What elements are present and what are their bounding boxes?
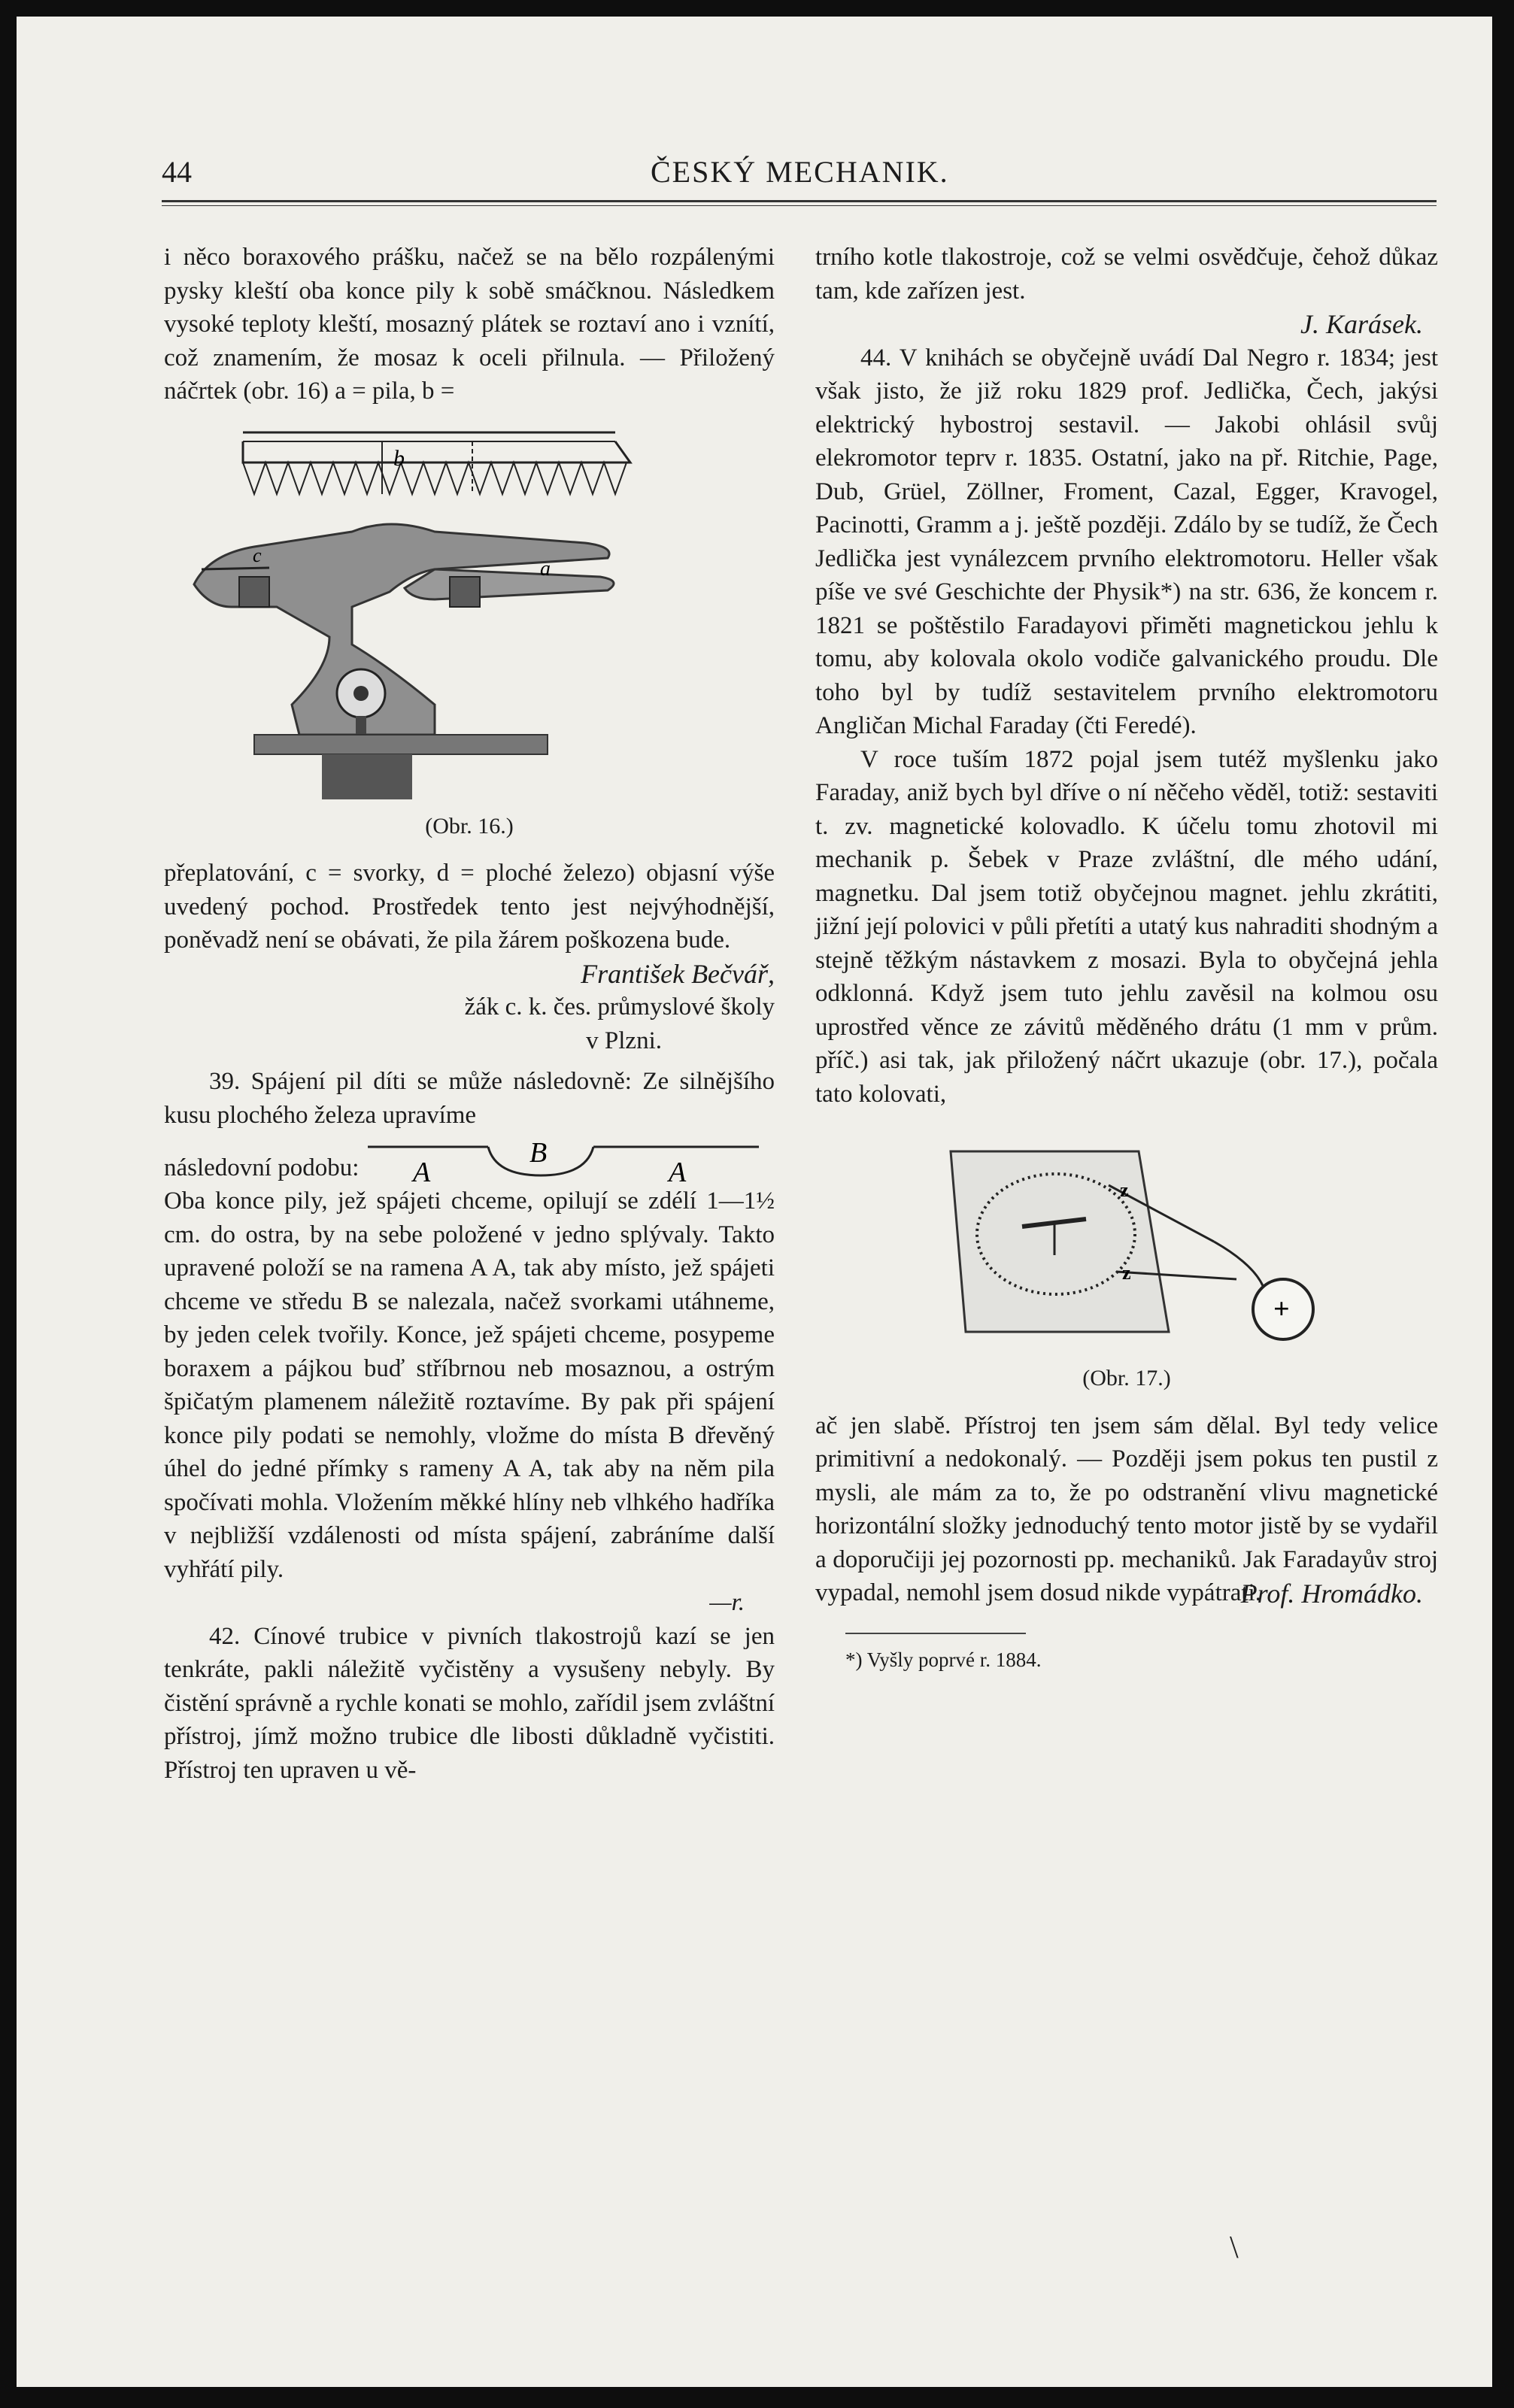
fig17-label-plus: +: [1273, 1293, 1290, 1325]
page-header: [162, 154, 1440, 199]
fig16-label-b: b: [393, 445, 405, 471]
page-number: 44: [162, 155, 192, 189]
right-paragraph-1: trního kotle tlakostroje, což se velmi osvědčuje, čehož důkaz tam, kde zařízen jest.: [815, 244, 1438, 305]
signature-becvar: František Bečvář,: [581, 958, 775, 989]
fig17-label-z-top: z: [1120, 1179, 1129, 1201]
fig16-label-c: c: [253, 544, 262, 566]
right-paragraph-3: V roce tuším 1872 pojal jsem tutéž myšlenku jako Faraday, aniž bych byl dříve o ní něčeho věděl, totiž: sestaviti t. zv. magnetické kolovadlo. K účelu tomu zhotovil mi mechanik p. Šebek v Praze zvláštní, dle mého udání, magnetku. Dal jsem totiž obyčejnou magnet. jehlu zkrátiti, jižní její polovici v půli přetíti a utatý kus nahraditi shodným a stejně těžkým nástavkem z mosazi. Byla to obyčejná jehla odklonná. Když jsem tuto jehlu zavěsil na kolmou osu uprostřed věnce ze závitů měděného drátu (1 mm v prům. příč.) asi tak, jak přiložený náčrt ukazuje (obr. 17.), počala tato kolovati,: [815, 745, 1438, 1108]
figure-17-magnetic-rotator: [815, 1121, 1438, 1362]
saw-blade-illustration: [243, 432, 630, 494]
fig17-label-z-bottom: z: [1122, 1262, 1131, 1284]
formula-middle-b: B: [529, 1137, 548, 1169]
header-rule-thick: [162, 200, 1437, 202]
formula-shape-ab-a: [368, 1132, 759, 1184]
signature-becvar-city: v Plzni.: [586, 1027, 662, 1054]
journal-title: ČESKÝ MECHANIK.: [651, 155, 949, 189]
right-column: [815, 241, 1438, 1677]
left-paragraph-1: i něco boraxového prášku, načež se na bělo rozpálenými pysky kleští oba konce pily k sobě smáčknou. Následkem vysoké teploty kleští, mosazný plátek se roztaví ano i vznítí, což znamením, že mosaz k oceli přilnula. — Přiložený náčrtek (obr. 16) a = pila, b =: [164, 244, 775, 405]
footnote-rule: [845, 1633, 1026, 1634]
formula-label: následovní podobu:: [164, 1154, 360, 1181]
figure-17-caption: (Obr. 17.): [1082, 1366, 1171, 1391]
formula-right-a: A: [669, 1157, 687, 1184]
signature-hromadko: Prof. Hromádko.: [1240, 1578, 1423, 1609]
figure-16-saw-clamp: [164, 419, 775, 810]
header-rule-thin: [162, 205, 1437, 206]
formula-left-a: A: [413, 1157, 431, 1184]
footnote: *) Vyšly poprvé r. 1884.: [845, 1648, 1042, 1671]
left-paragraph-4: Oba konce pily, jež spájeti chceme, opilují se zdélí 1—1½ cm. do ostra, by na sebe položené v jedno splývaly. Takto upravené položí se na ramena A A, tak aby místo, jež spájeti chceme ve středu B se nalezala, načež svorkami utáhneme, by jeden celek tvořily. Konce, jež spájeti chceme, posypeme boraxem a pájkou buď stříbrnou neb mosaznou, a ostrým špičatým plamenem náležitě roztavíme. By pak při spájení konce pily podati se nemohly, vložme do místa B dřevěný úhel do jedné přímky s rameny A A, tak aby na něm pila spočívati mohla. Vložením měkké hlíny neb vlhkého hadříka v nejbližší vzdálenosti od místa spájení, zabráníme další vyhřátí pily.: [164, 1187, 775, 1583]
signature-r: —r.: [709, 1589, 745, 1616]
fig16-label-a: a: [540, 557, 551, 581]
stray-backslash-mark: \: [1230, 2231, 1239, 2265]
right-paragraph-4: ač jen slabě. Přístroj ten jsem sám dělal. Byl tedy velice primitivní a nedokonalý. — Později jsem pokus ten pustil z mysli, ale mám za to, že po odstranění vlivu magnetické horizontální složky jednoduchý tento motor jistě by se vydařil a doporučiji jej pozornosti pp. mechaniků. Jak Faradayův stroj vypadal, nemohl jsem dosud nikde vypátrati.: [815, 1412, 1438, 1606]
figure-16-caption: (Obr. 16.): [425, 813, 514, 839]
signature-becvar-affiliation: žák c. k. čes. průmyslové školy: [464, 993, 775, 1021]
formula-row: [164, 1132, 775, 1184]
rotator-illustration: [951, 1151, 1313, 1339]
left-column: [164, 241, 775, 1787]
signature-karasek: J. Karásek.: [1300, 309, 1423, 339]
left-paragraph-5: 42. Cínové trubice v pivních tlakostrojů kazí se jen tenkráte, pakli náležitě vyčistěny a vysušeny nebyly. By čistění správně a rychle konati se mohlo, zařídil jsem zvláštní přístroj, jímž možno trubice dle libosti důkladně vyčistiti. Přístroj ten upraven u vě-: [164, 1622, 775, 1784]
right-paragraph-2: 44. V knihách se obyčejně uvádí Dal Negro r. 1834; jest však jisto, že již roku 1829 prof. Jedlička, Čech, jakýsi elektrický hybostroj sestavil. — Jakobi ohlásil svůj elekromotor teprv r. 1835. Ostatní, jako na př. Ritchie, Page, Dub, Grüel, Zöllner, Froment, Cazal, Egger, Kravogel, Pacinotti, Gramm a j. ještě později. Zdálo by se tudíž, že Čech Jedlička jest vynálezcem prvního elektromotoru. Heller však píše ve své Geschichte der Physik*) na str. 636, že koncem r. 1821 se poštěstilo Faradayovi přiměti magnetickou jehlu k tomu, aby kolovala okolo vodiče galvanického proudu. Dle toho byl by tudíž sestavitelem prvního elektromotoru Angličan Michal Faraday (čti Feredé).: [815, 344, 1438, 739]
left-paragraph-2: přeplatování, c = svorky, d = ploché železo) objasní výše uvedený pochod. Prostředek tento jest nejvýhodnější, poněvadž není se obávati, že pila žárem poškozena bude.: [164, 860, 775, 954]
left-paragraph-3: 39. Spájení pil díti se může následovně: Ze silnějšího kusu plochého železa upravíme: [164, 1068, 775, 1129]
